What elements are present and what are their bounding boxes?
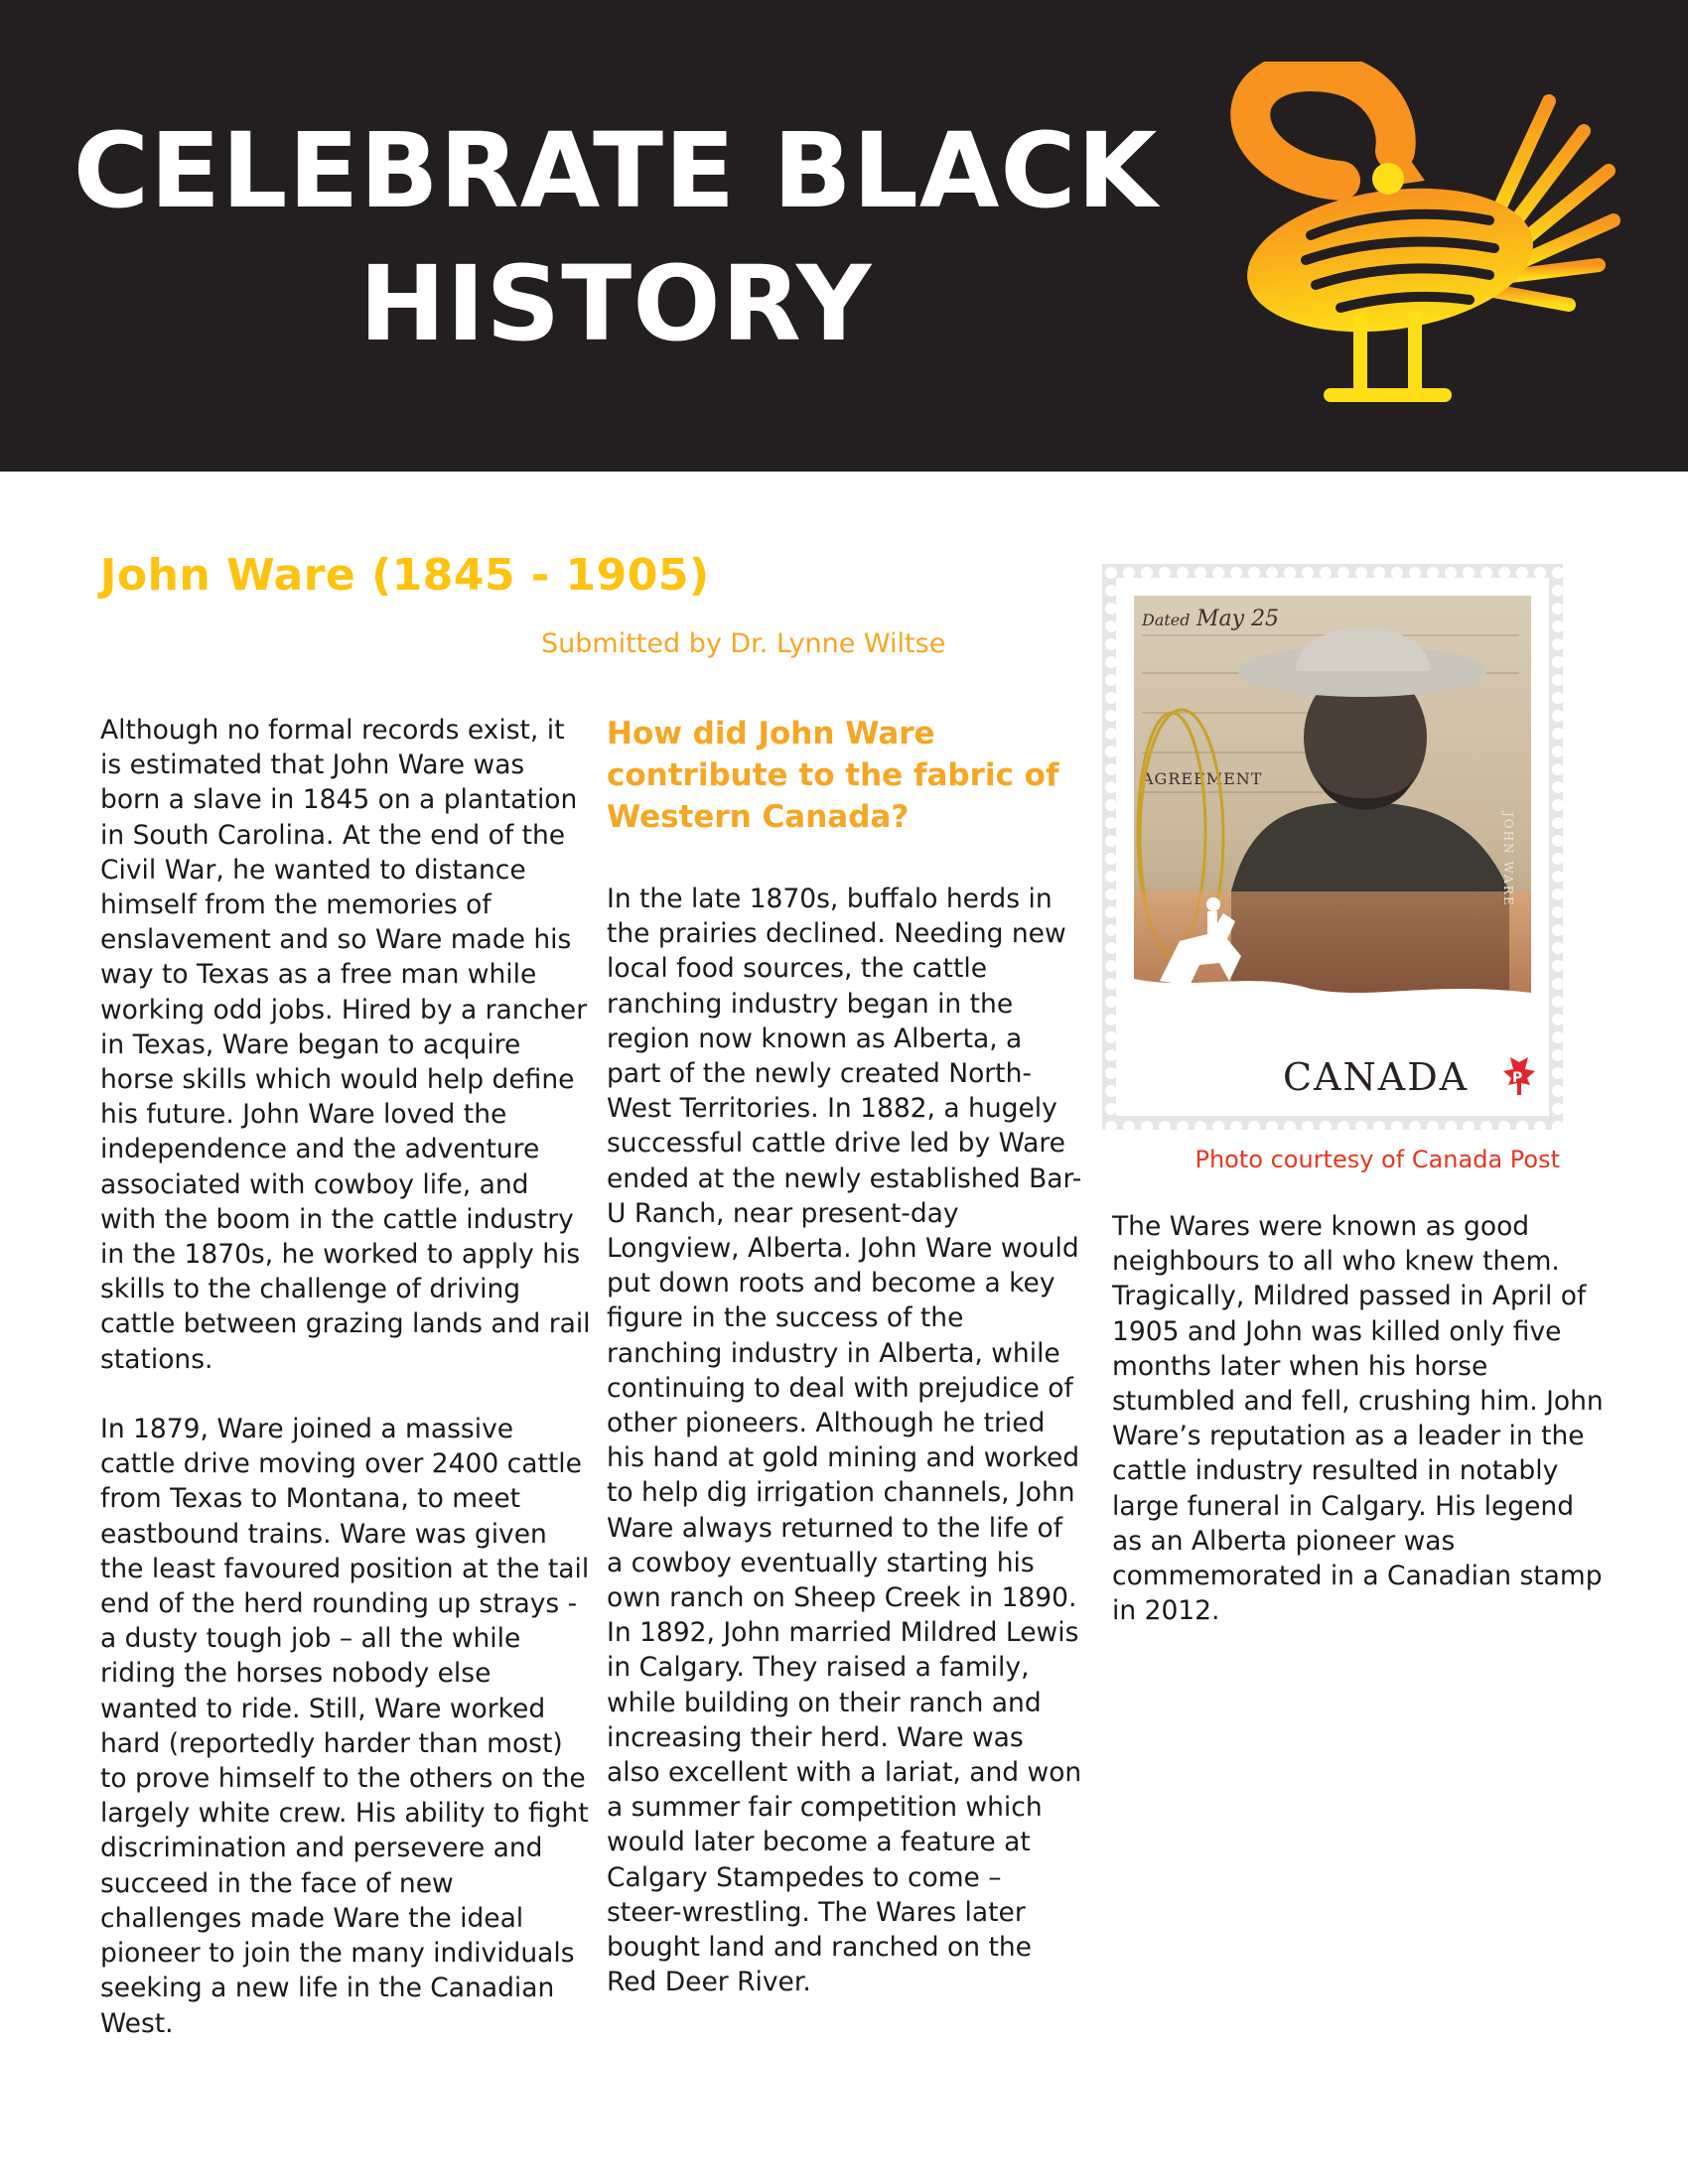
photo-credit: Photo courtesy of Canada Post — [1195, 1146, 1560, 1173]
stamp-country: CANADA — [1283, 1055, 1470, 1099]
article-column-1 — [100, 713, 592, 2041]
stamp-document-text: Dated — [1142, 611, 1191, 629]
john-ware-stamp-image — [1102, 564, 1563, 1130]
article-byline: Submitted by Dr. Lynne Wiltse — [541, 628, 946, 659]
title-line-1: CELEBRATE BLACK — [72, 110, 1159, 231]
article-column-2 — [607, 713, 1083, 2000]
header-banner — [0, 0, 1688, 472]
title-line-2: HISTORY — [358, 243, 873, 364]
stamp-denomination: P — [1512, 1070, 1523, 1086]
paragraph: Although no formal records exist, it is estimated that John Ware was born a slave in 1845 on a plantation in South Carolina. At the end of the Civil War, he wanted to distance himself from the memories of enslavement and so Ware made his way to Texas as a free man while working odd jobs. Hired by a rancher in Texas, Ware began to acquire horse skills which would help define his future. John Ware loved the independence and the adventure associated with cowboy life, and with the boom in the cattle industry in the 1870s, he worked to apply his skills to the challenge of driving cattle between grazing lands and rail stations. — [100, 715, 591, 1375]
sankofa-bird-icon — [1192, 62, 1628, 419]
stamp-vertical-name: JOHN WARE — [1501, 812, 1515, 907]
stamp-document-text: AGREEMENT — [1142, 769, 1263, 788]
page-title — [0, 104, 1231, 370]
section-heading: How did John Ware contribute to the fabric of Western Canada? — [607, 716, 1059, 835]
paragraph: In the late 1870s, buffalo herds in the prairies declined. Needing new local food sources, the cattle ranching industry began in the region now known as Alberta, a part of the newly created North-West Territories. In 1882, a hugely successful cattle drive led by Ware ended at the newly established Bar-U Ranch, near present-day Longview, Alberta. John Ware would put down roots and become a key figure in the success of the ranching industry in Alberta, while continuing to deal with prejudice of other pioneers. Although he tried his hand at gold mining and worked to help dig irrigation channels, John Ware always returned to the life of a cowboy eventually starting his own ranch on Sheep Creek in 1890. In 1892, John married Mildred Lewis in Calgary. They raised a family, while building on their ranch and increasing their herd. Ware was also excellent with a lariat, and won a summer fair competition which would later become a feature at Calgary Stampedes to come – steer-wrestling. The Wares later bought land and ranched on the Red Deer River. — [607, 884, 1082, 1998]
article-title: John Ware (1845 - 1905) — [100, 550, 710, 601]
stamp-document-text: May 25 — [1196, 607, 1280, 631]
paragraph: The Wares were known as good neighbours to all who knew them. Tragically, Mildred passed in April of 1905 and John was killed only five months later when his horse stumbled and fell, crushing him. John Ware’s reputation as a leader in the cattle industry resulted in notably large funeral in Calgary. His legend as an Alberta pioneer was commemorated in a Canadian stamp in 2012. — [1112, 1211, 1604, 1627]
article-column-3 — [1112, 1209, 1609, 1628]
paragraph: In 1879, Ware joined a massive cattle drive moving over 2400 cattle from Texas to Montana, to meet eastbound trains. Ware was given the least favoured position at the tail end of the herd rounding up strays - a dusty tough job – all the while riding the horses nobody else wanted to ride. Still, Ware worked hard (reportedly harder than most) to prove himself to the others on the largely white crew. His ability to fight discrimination and persevere and succeed in the face of new challenges made Ware the ideal pioneer to join the many individuals seeking a new life in the Canadian West. — [100, 1414, 590, 2039]
